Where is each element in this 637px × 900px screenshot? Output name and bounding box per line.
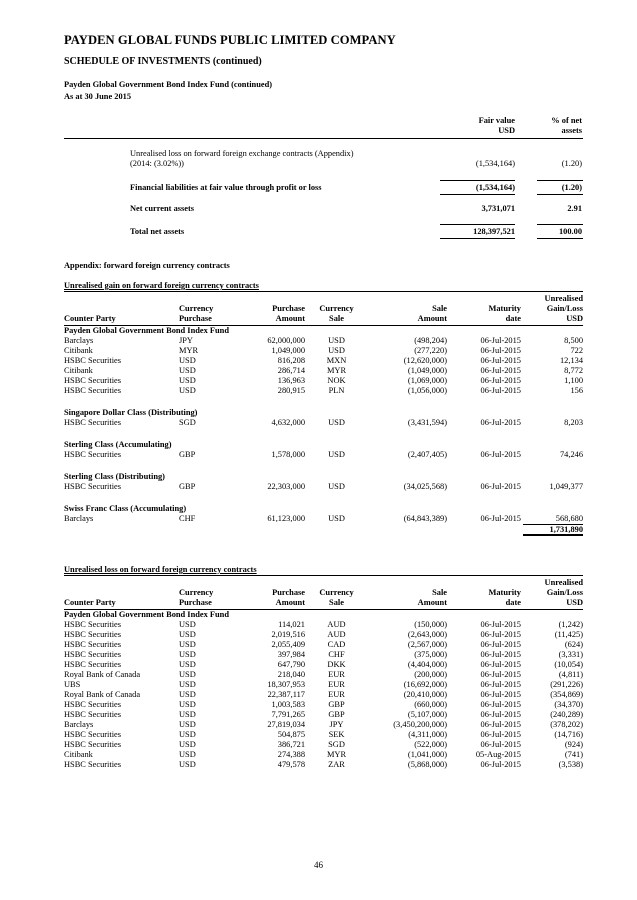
maturity-date-cell: 06-Jul-2015 bbox=[480, 650, 521, 659]
counter-party-cell: HSBC Securities bbox=[64, 482, 121, 491]
section-title bbox=[64, 408, 583, 418]
counter-party-cell: Citibank bbox=[64, 366, 93, 375]
purchase-amount-cell: 62,000,000 bbox=[267, 336, 305, 345]
counter-party-cell: Royal Bank of Canada bbox=[64, 670, 141, 679]
maturity-date-cell: 06-Jul-2015 bbox=[480, 730, 521, 739]
purchase-amount-cell: 274,388 bbox=[277, 750, 305, 759]
rule-total-fv-bottom bbox=[440, 238, 515, 239]
table-row bbox=[64, 660, 583, 670]
maturity-date-cell: 06-Jul-2015 bbox=[480, 680, 521, 689]
rule-pct-top bbox=[537, 180, 583, 181]
currency-sale-cell: EUR bbox=[328, 680, 345, 689]
table-row bbox=[64, 482, 583, 492]
purchase-amount-cell: 504,875 bbox=[277, 730, 305, 739]
counter-party-cell: HSBC Securities bbox=[64, 740, 121, 749]
unrealised-gain-loss-cell: 74,246 bbox=[559, 450, 583, 459]
purchase-amount-cell: 7,791,265 bbox=[271, 710, 305, 719]
gain-col-purchase-amount-1: Purchase bbox=[272, 304, 305, 313]
section-title bbox=[64, 472, 583, 482]
currency-sale-cell: MYR bbox=[326, 750, 347, 759]
pct-header-2: assets bbox=[561, 126, 582, 135]
currency-purchase-cell: USD bbox=[179, 376, 196, 385]
currency-sale-cell: USD bbox=[328, 346, 345, 355]
purchase-amount-cell: 280,915 bbox=[277, 386, 305, 395]
table-row bbox=[64, 720, 583, 730]
unrealised-gain-loss-cell: 8,203 bbox=[564, 418, 583, 427]
table-row bbox=[64, 418, 583, 428]
rule-total-pct-bottom bbox=[537, 238, 583, 239]
total-row bbox=[64, 525, 583, 535]
maturity-date-cell: 06-Jul-2015 bbox=[480, 450, 521, 459]
section-spacer bbox=[64, 428, 583, 440]
maturity-date-cell: 06-Jul-2015 bbox=[480, 710, 521, 719]
counter-party-cell: HSBC Securities bbox=[64, 760, 121, 769]
table-row bbox=[64, 640, 583, 650]
counter-party-cell: Citibank bbox=[64, 346, 93, 355]
unrealised-loss-label-2: (2014: (3.02%)) bbox=[130, 159, 184, 168]
table-row bbox=[64, 670, 583, 680]
currency-sale-cell: AUD bbox=[327, 630, 346, 639]
unrealised-gain-loss-cell: (3,331) bbox=[558, 650, 583, 659]
summary-header-rule bbox=[64, 138, 583, 139]
maturity-date-cell: 06-Jul-2015 bbox=[480, 670, 521, 679]
currency-purchase-cell: USD bbox=[179, 740, 196, 749]
sale-amount-cell: (150,000) bbox=[414, 620, 447, 629]
currency-purchase-cell: USD bbox=[179, 710, 196, 719]
purchase-amount-cell: 22,387,117 bbox=[267, 690, 305, 699]
loss-col-currency-sale-2: Sale bbox=[329, 598, 344, 607]
table-row bbox=[64, 690, 583, 700]
purchase-amount-cell: 218,040 bbox=[277, 670, 305, 679]
currency-purchase-cell: USD bbox=[179, 750, 196, 759]
loss-col-maturity-1: Maturity bbox=[488, 588, 521, 597]
currency-sale-cell: USD bbox=[328, 514, 345, 523]
section-spacer bbox=[64, 396, 583, 408]
counter-party-cell: HSBC Securities bbox=[64, 730, 121, 739]
currency-purchase-cell: USD bbox=[179, 760, 196, 769]
maturity-date-cell: 06-Jul-2015 bbox=[480, 356, 521, 365]
unrealised-gain-loss-cell: 12,134 bbox=[559, 356, 583, 365]
financial-liabilities-label: Financial liabilities at fair value through profit or loss bbox=[130, 183, 322, 192]
counter-party-cell: HSBC Securities bbox=[64, 710, 121, 719]
purchase-amount-cell: 114,021 bbox=[278, 620, 305, 629]
table-row bbox=[64, 356, 583, 366]
sale-amount-cell: (5,107,000) bbox=[407, 710, 447, 719]
financial-liabilities-pct: (1.20) bbox=[561, 183, 582, 192]
maturity-date-cell: 06-Jul-2015 bbox=[480, 740, 521, 749]
fair-value-header-1: Fair value bbox=[478, 116, 515, 125]
purchase-amount-cell: 1,049,000 bbox=[271, 346, 305, 355]
currency-purchase-cell: USD bbox=[179, 680, 196, 689]
purchase-amount-cell: 286,714 bbox=[277, 366, 305, 375]
currency-sale-cell: USD bbox=[328, 418, 345, 427]
total-net-assets-fair-value: 128,397,521 bbox=[473, 227, 515, 236]
section-title bbox=[64, 440, 583, 450]
sale-amount-cell: (1,056,000) bbox=[407, 386, 447, 395]
sale-amount-cell: (1,069,000) bbox=[407, 376, 447, 385]
sale-amount-cell: (660,000) bbox=[414, 700, 447, 709]
currency-sale-cell: USD bbox=[328, 482, 345, 491]
currency-purchase-cell: USD bbox=[179, 700, 196, 709]
unrealised-gain-loss-cell: (34,370) bbox=[554, 700, 583, 709]
sale-amount-cell: (3,450,200,000) bbox=[393, 720, 447, 729]
purchase-amount-cell: 136,963 bbox=[277, 376, 305, 385]
maturity-date-cell: 06-Jul-2015 bbox=[480, 720, 521, 729]
sale-amount-cell: (1,041,000) bbox=[407, 750, 447, 759]
section-title-text: Payden Global Government Bond Index Fund bbox=[64, 610, 229, 619]
gain-col-sale-amount-1: Sale bbox=[432, 304, 447, 313]
purchase-amount-cell: 27,819,034 bbox=[267, 720, 305, 729]
currency-purchase-cell: USD bbox=[179, 620, 196, 629]
counter-party-cell: HSBC Securities bbox=[64, 700, 121, 709]
gain-col-maturity-1: Maturity bbox=[488, 304, 521, 313]
currency-purchase-cell: JPY bbox=[179, 336, 193, 345]
rule-pct-bottom bbox=[537, 194, 583, 195]
purchase-amount-cell: 4,632,000 bbox=[271, 418, 305, 427]
section-title bbox=[64, 610, 583, 620]
table-row bbox=[64, 386, 583, 396]
gain-table bbox=[64, 294, 583, 535]
currency-sale-cell: ZAR bbox=[328, 760, 345, 769]
unrealised-gain-loss-cell: 156 bbox=[570, 386, 583, 395]
currency-sale-cell: GBP bbox=[328, 710, 345, 719]
gain-col-currency-sale-1: Currency bbox=[319, 304, 354, 313]
purchase-amount-cell: 479,578 bbox=[277, 760, 305, 769]
maturity-date-cell: 06-Jul-2015 bbox=[480, 346, 521, 355]
table-row bbox=[64, 740, 583, 750]
total-gain-value: 1,731,890 bbox=[523, 525, 583, 536]
gain-col-currency-purchase-1: Currency bbox=[179, 304, 214, 313]
purchase-amount-cell: 816,208 bbox=[277, 356, 305, 365]
sale-amount-cell: (522,000) bbox=[414, 740, 447, 749]
table-row bbox=[64, 514, 583, 524]
sale-amount-cell: (20,410,000) bbox=[403, 690, 447, 699]
loss-col-sale-amount-2: Amount bbox=[417, 598, 447, 607]
loss-table-body bbox=[64, 610, 583, 770]
maturity-date-cell: 06-Jul-2015 bbox=[480, 690, 521, 699]
unrealised-gain-loss-cell: 8,500 bbox=[564, 336, 583, 345]
purchase-amount-cell: 18,307,953 bbox=[267, 680, 305, 689]
sale-amount-cell: (3,431,594) bbox=[407, 418, 447, 427]
loss-table bbox=[64, 578, 583, 770]
rule-total-fv-top bbox=[440, 224, 515, 225]
unrealised-gain-loss-cell: (924) bbox=[564, 740, 583, 749]
purchase-amount-cell: 1,578,000 bbox=[271, 450, 305, 459]
sale-amount-cell: (16,692,000) bbox=[403, 680, 447, 689]
unrealised-gain-loss-cell: 8,772 bbox=[564, 366, 583, 375]
table-row bbox=[64, 450, 583, 460]
total-net-assets-pct: 100.00 bbox=[558, 227, 582, 236]
rule-fv-bottom bbox=[440, 194, 515, 195]
currency-sale-cell: NOK bbox=[327, 376, 346, 385]
sale-amount-cell: (12,620,000) bbox=[403, 356, 447, 365]
unrealised-gain-loss-cell: (354,869) bbox=[550, 690, 583, 699]
maturity-date-cell: 06-Jul-2015 bbox=[480, 418, 521, 427]
maturity-date-cell: 06-Jul-2015 bbox=[480, 376, 521, 385]
unrealised-gain-loss-cell: (4,811) bbox=[558, 670, 583, 679]
gain-table-body bbox=[64, 326, 583, 535]
unrealised-gain-loss-cell: (378,202) bbox=[550, 720, 583, 729]
currency-sale-cell: EUR bbox=[328, 690, 345, 699]
counter-party-cell: HSBC Securities bbox=[64, 418, 121, 427]
loss-table-top-rule bbox=[64, 575, 583, 576]
sale-amount-cell: (498,204) bbox=[414, 336, 447, 345]
currency-sale-cell: MXN bbox=[326, 356, 347, 365]
counter-party-cell: HSBC Securities bbox=[64, 640, 121, 649]
net-current-assets-pct: 2.91 bbox=[567, 204, 582, 213]
maturity-date-cell: 06-Jul-2015 bbox=[480, 630, 521, 639]
currency-sale-cell: CAD bbox=[327, 640, 346, 649]
unrealised-gain-loss-cell: (3,538) bbox=[558, 760, 583, 769]
currency-sale-cell: JPY bbox=[329, 720, 344, 729]
unrealised-gain-loss-cell: 1,049,377 bbox=[549, 482, 583, 491]
loss-col-currency-purchase-1: Currency bbox=[179, 588, 214, 597]
table-row bbox=[64, 366, 583, 376]
currency-purchase-cell: USD bbox=[179, 386, 196, 395]
schedule-title: SCHEDULE OF INVESTMENTS (continued) bbox=[64, 56, 262, 67]
section-title-text: Swiss Franc Class (Accumulating) bbox=[64, 504, 187, 513]
sale-amount-cell: (375,000) bbox=[414, 650, 447, 659]
section-spacer bbox=[64, 460, 583, 472]
section-title bbox=[64, 326, 583, 336]
counter-party-cell: HSBC Securities bbox=[64, 660, 121, 669]
section-spacer bbox=[64, 492, 583, 504]
counter-party-cell: HSBC Securities bbox=[64, 650, 121, 659]
currency-sale-cell: USD bbox=[328, 336, 345, 345]
total-net-assets-label: Total net assets bbox=[130, 227, 185, 236]
currency-sale-cell: CHF bbox=[328, 650, 345, 659]
maturity-date-cell: 05-Aug-2015 bbox=[475, 750, 521, 759]
counter-party-cell: UBS bbox=[64, 680, 81, 689]
page-number: 46 bbox=[314, 860, 323, 870]
table-row bbox=[64, 346, 583, 356]
gain-col-currency-purchase-2: Purchase bbox=[179, 314, 212, 323]
loss-col-gainloss: Gain/Loss bbox=[546, 588, 583, 597]
table-row bbox=[64, 620, 583, 630]
table-row bbox=[64, 680, 583, 690]
loss-col-usd: USD bbox=[566, 598, 583, 607]
net-current-assets-fair-value: 3,731,071 bbox=[481, 204, 515, 213]
gain-col-purchase-amount-2: Amount bbox=[275, 314, 305, 323]
table-row bbox=[64, 336, 583, 346]
currency-purchase-cell: USD bbox=[179, 720, 196, 729]
purchase-amount-cell: 1,003,583 bbox=[271, 700, 305, 709]
purchase-amount-cell: 386,721 bbox=[277, 740, 305, 749]
appendix-title: Appendix: forward foreign currency contracts bbox=[64, 261, 230, 270]
gain-col-maturity-2: date bbox=[505, 314, 521, 323]
sale-amount-cell: (1,049,000) bbox=[407, 366, 447, 375]
section-title-text: Singapore Dollar Class (Distributing) bbox=[64, 408, 198, 417]
maturity-date-cell: 06-Jul-2015 bbox=[480, 700, 521, 709]
rule-fv-top bbox=[440, 180, 515, 181]
maturity-date-cell: 06-Jul-2015 bbox=[480, 620, 521, 629]
purchase-amount-cell: 647,790 bbox=[277, 660, 305, 669]
currency-sale-cell: AUD bbox=[327, 620, 346, 629]
counter-party-cell: HSBC Securities bbox=[64, 356, 121, 365]
loss-col-maturity-2: date bbox=[505, 598, 521, 607]
maturity-date-cell: 06-Jul-2015 bbox=[480, 760, 521, 769]
unrealised-gain-loss-cell: (11,425) bbox=[554, 630, 583, 639]
currency-sale-cell: GBP bbox=[328, 700, 345, 709]
counter-party-cell: Barclays bbox=[64, 336, 94, 345]
gain-col-gainloss: Gain/Loss bbox=[546, 304, 583, 313]
currency-sale-cell: MYR bbox=[326, 366, 347, 375]
currency-sale-cell: EUR bbox=[328, 670, 345, 679]
unrealised-loss-fair-value: (1,534,164) bbox=[475, 159, 515, 168]
sale-amount-cell: (277,220) bbox=[414, 346, 447, 355]
section-title-text: Sterling Class (Accumulating) bbox=[64, 440, 172, 449]
currency-purchase-cell: SGD bbox=[179, 418, 196, 427]
table-row bbox=[64, 710, 583, 720]
gain-table-title: Unrealised gain on forward foreign currency contracts bbox=[64, 281, 259, 290]
loss-col-unrealised: Unrealised bbox=[544, 578, 583, 587]
section-title-text: Payden Global Government Bond Index Fund bbox=[64, 326, 229, 335]
table-row bbox=[64, 630, 583, 640]
unrealised-loss-label-1: Unrealised loss on forward foreign exchange contracts (Appendix) bbox=[130, 149, 354, 158]
purchase-amount-cell: 2,055,409 bbox=[271, 640, 305, 649]
pct-header-1: % of net bbox=[551, 116, 582, 125]
gain-col-counter-party: Counter Party bbox=[64, 314, 116, 323]
table-row bbox=[64, 750, 583, 760]
currency-purchase-cell: USD bbox=[179, 630, 196, 639]
maturity-date-cell: 06-Jul-2015 bbox=[480, 386, 521, 395]
loss-col-purchase-amount-1: Purchase bbox=[272, 588, 305, 597]
sale-amount-cell: (4,311,000) bbox=[408, 730, 447, 739]
counter-party-cell: HSBC Securities bbox=[64, 376, 121, 385]
unrealised-gain-loss-cell: (291,226) bbox=[550, 680, 583, 689]
unrealised-gain-loss-cell: 722 bbox=[570, 346, 583, 355]
counter-party-cell: Royal Bank of Canada bbox=[64, 690, 141, 699]
unrealised-loss-pct: (1.20) bbox=[561, 159, 582, 168]
counter-party-cell: HSBC Securities bbox=[64, 386, 121, 395]
sale-amount-cell: (2,643,000) bbox=[407, 630, 447, 639]
currency-purchase-cell: MYR bbox=[179, 346, 199, 355]
gain-col-unrealised: Unrealised bbox=[544, 294, 583, 303]
counter-party-cell: Citibank bbox=[64, 750, 93, 759]
currency-purchase-cell: CHF bbox=[179, 514, 196, 523]
currency-sale-cell: SGD bbox=[328, 740, 345, 749]
gain-col-sale-amount-2: Amount bbox=[417, 314, 447, 323]
unrealised-gain-loss-cell: (741) bbox=[564, 750, 583, 759]
maturity-date-cell: 06-Jul-2015 bbox=[480, 366, 521, 375]
purchase-amount-cell: 397,984 bbox=[277, 650, 305, 659]
counter-party-cell: HSBC Securities bbox=[64, 620, 121, 629]
currency-sale-cell: DKK bbox=[327, 660, 346, 669]
financial-liabilities-fair-value: (1,534,164) bbox=[475, 183, 515, 192]
loss-col-currency-purchase-2: Purchase bbox=[179, 598, 212, 607]
table-row bbox=[64, 376, 583, 386]
currency-purchase-cell: USD bbox=[179, 690, 196, 699]
counter-party-cell: Barclays bbox=[64, 720, 94, 729]
maturity-date-cell: 06-Jul-2015 bbox=[480, 482, 521, 491]
maturity-date-cell: 06-Jul-2015 bbox=[480, 660, 521, 669]
as-at-date: As at 30 June 2015 bbox=[64, 92, 132, 101]
maturity-date-cell: 06-Jul-2015 bbox=[480, 336, 521, 345]
currency-purchase-cell: GBP bbox=[179, 482, 196, 491]
sale-amount-cell: (2,407,405) bbox=[407, 450, 447, 459]
table-row bbox=[64, 700, 583, 710]
sale-amount-cell: (64,843,389) bbox=[403, 514, 447, 523]
purchase-amount-cell: 61,123,000 bbox=[267, 514, 305, 523]
gain-table-top-rule bbox=[64, 291, 583, 292]
counter-party-cell: HSBC Securities bbox=[64, 450, 121, 459]
unrealised-gain-loss-cell: 568,680 bbox=[523, 514, 583, 525]
gain-col-currency-sale-2: Sale bbox=[329, 314, 344, 323]
loss-table-title: Unrealised loss on forward foreign currency contracts bbox=[64, 565, 257, 574]
table-row bbox=[64, 650, 583, 660]
currency-sale-cell: USD bbox=[328, 450, 345, 459]
section-title bbox=[64, 504, 583, 514]
counter-party-cell: Barclays bbox=[64, 514, 94, 523]
counter-party-cell: HSBC Securities bbox=[64, 630, 121, 639]
table-row bbox=[64, 730, 583, 740]
currency-sale-cell: PLN bbox=[328, 386, 345, 395]
rule-total-pct-top bbox=[537, 224, 583, 225]
currency-purchase-cell: USD bbox=[179, 356, 196, 365]
company-title: PAYDEN GLOBAL FUNDS PUBLIC LIMITED COMPANY bbox=[64, 33, 396, 47]
unrealised-gain-loss-cell: (624) bbox=[564, 640, 583, 649]
sale-amount-cell: (200,000) bbox=[414, 670, 447, 679]
unrealised-gain-loss-cell: (10,054) bbox=[554, 660, 583, 669]
sale-amount-cell: (2,567,000) bbox=[407, 640, 447, 649]
gain-col-usd: USD bbox=[566, 314, 583, 323]
currency-purchase-cell: USD bbox=[179, 650, 196, 659]
currency-sale-cell: SEK bbox=[328, 730, 345, 739]
purchase-amount-cell: 2,019,516 bbox=[271, 630, 305, 639]
unrealised-gain-loss-cell: 1,100 bbox=[564, 376, 583, 385]
net-current-assets-label: Net current assets bbox=[130, 204, 195, 213]
unrealised-gain-loss-cell: (14,716) bbox=[554, 730, 583, 739]
sale-amount-cell: (5,868,000) bbox=[407, 760, 447, 769]
loss-col-sale-amount-1: Sale bbox=[432, 588, 447, 597]
currency-purchase-cell: USD bbox=[179, 670, 196, 679]
sale-amount-cell: (4,404,000) bbox=[407, 660, 447, 669]
currency-purchase-cell: USD bbox=[179, 366, 196, 375]
unrealised-gain-loss-cell: (240,289) bbox=[550, 710, 583, 719]
currency-purchase-cell: USD bbox=[179, 660, 196, 669]
currency-purchase-cell: USD bbox=[179, 640, 196, 649]
fair-value-header-2: USD bbox=[498, 126, 515, 135]
unrealised-gain-loss-cell: (1,242) bbox=[558, 620, 583, 629]
loss-col-currency-sale-1: Currency bbox=[319, 588, 354, 597]
purchase-amount-cell: 22,303,000 bbox=[267, 482, 305, 491]
loss-col-purchase-amount-2: Amount bbox=[275, 598, 305, 607]
sale-amount-cell: (34,025,568) bbox=[403, 482, 447, 491]
currency-purchase-cell: GBP bbox=[179, 450, 196, 459]
section-title-text: Sterling Class (Distributing) bbox=[64, 472, 165, 481]
fund-title: Payden Global Government Bond Index Fund (continued) bbox=[64, 80, 273, 89]
table-row bbox=[64, 760, 583, 770]
maturity-date-cell: 06-Jul-2015 bbox=[480, 640, 521, 649]
maturity-date-cell: 06-Jul-2015 bbox=[480, 514, 521, 523]
loss-col-counter-party: Counter Party bbox=[64, 598, 116, 607]
currency-purchase-cell: USD bbox=[179, 730, 196, 739]
